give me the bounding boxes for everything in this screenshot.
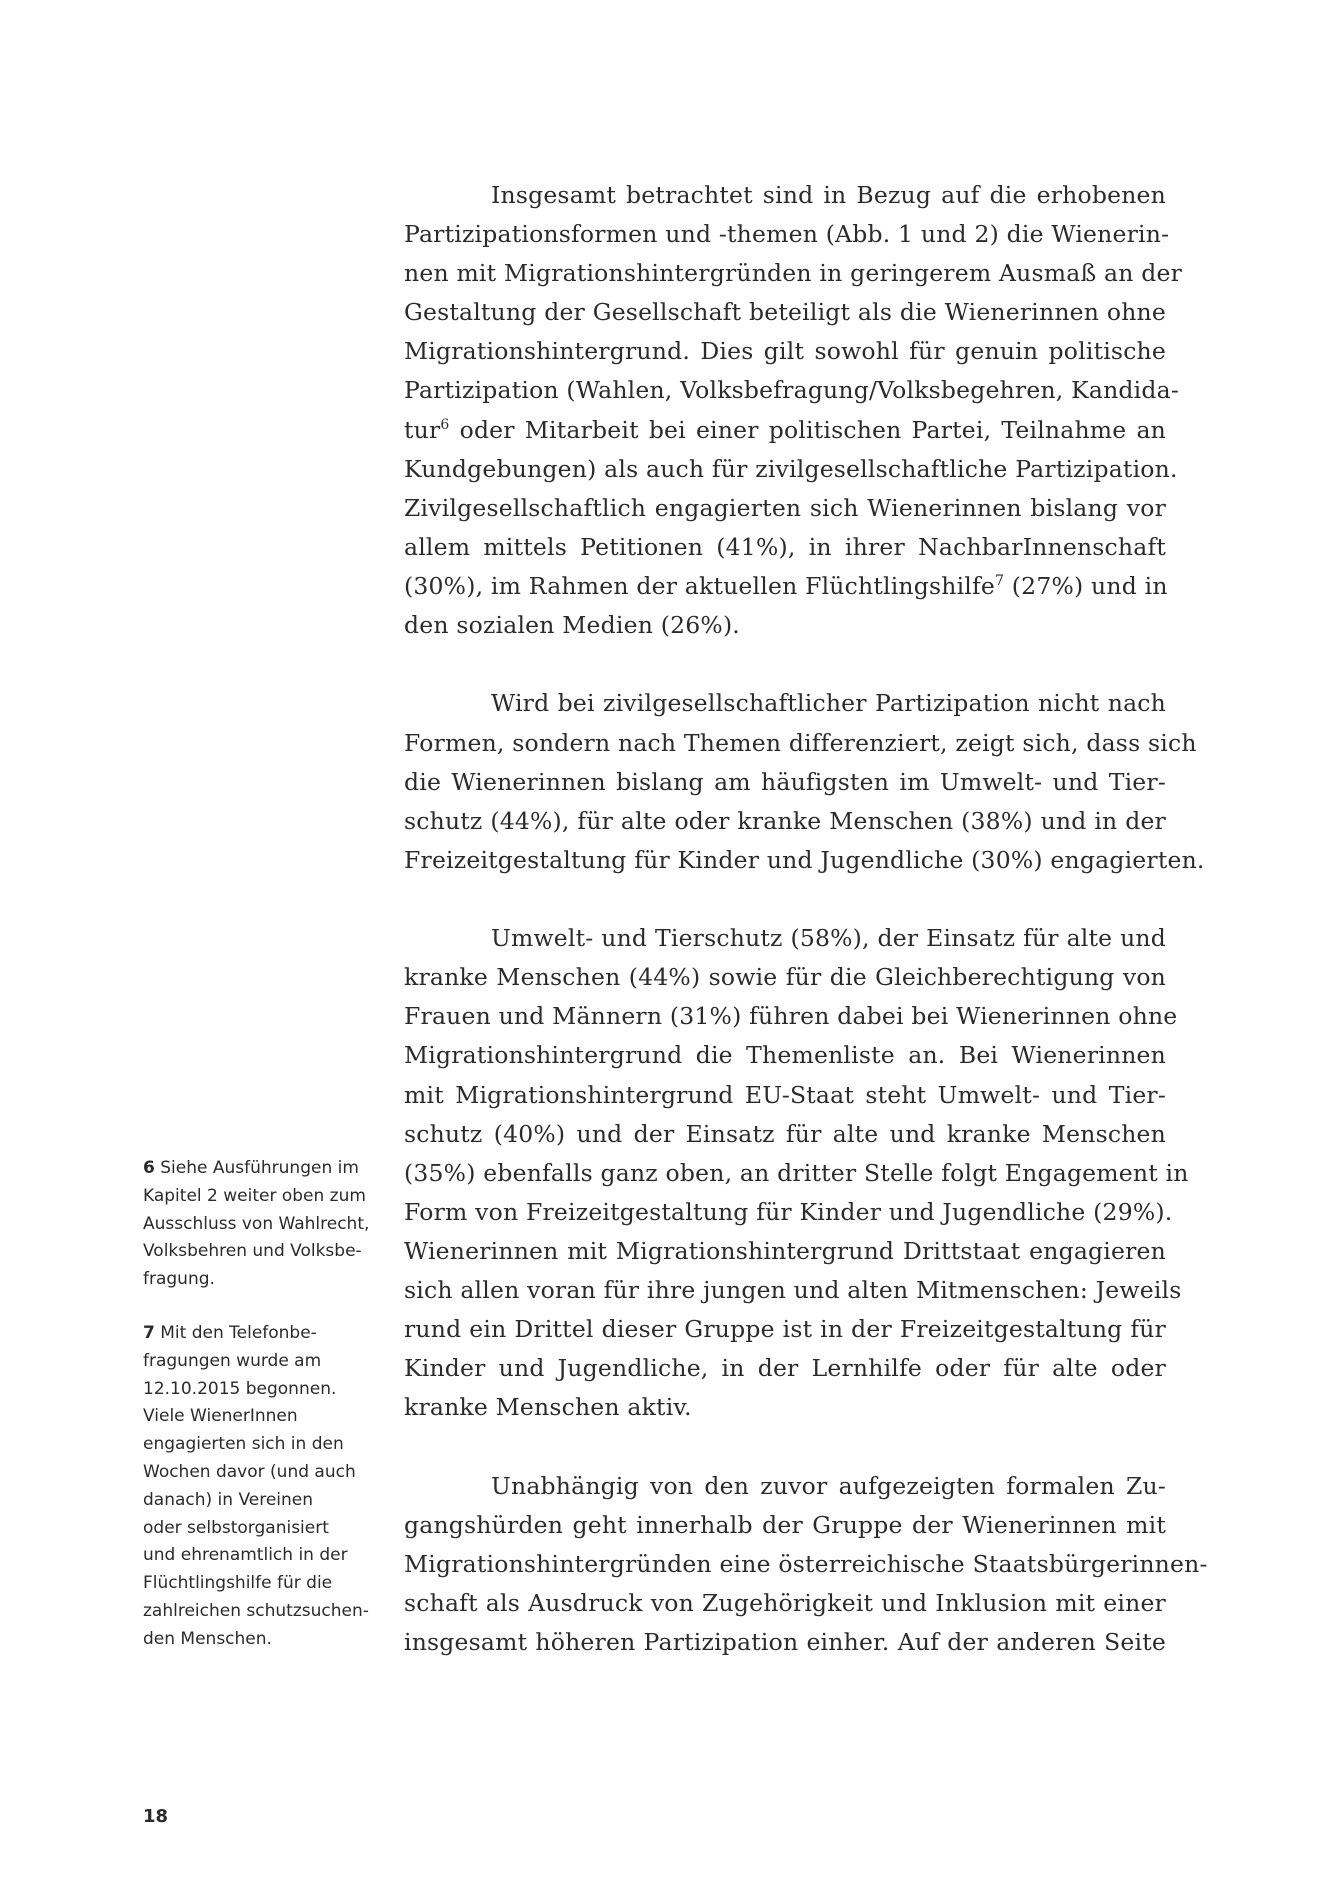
text-line: Umwelt- und Tierschutz (58%), der Einsatz für alte und <box>491 924 1166 953</box>
text-line: Freizeitgestaltung für Kinder und Jugendliche (30%) engagierten. <box>404 845 1205 874</box>
text-line: kranke Menschen (44%) sowie für die Gleichberechtigung von <box>404 963 1166 992</box>
text-line: die Wienerinnen bislang am häufigsten im Umwelt- und Tier- <box>404 767 1166 796</box>
text-line: allem mittels Petitionen (41%), in ihrer NachbarInnenschaft <box>404 532 1166 561</box>
page-number: 18 <box>143 1806 169 1827</box>
footnote-line: zahlreichen schutzsuchen- <box>143 1600 369 1621</box>
footnote-6 <box>143 1155 383 1294</box>
footnote-line: den Menschen. <box>143 1628 272 1649</box>
footnote-ref-6[interactable]: 6 <box>440 416 450 433</box>
text-line: (35%) ebenfalls ganz oben, an dritter Stelle folgt Engagement in <box>404 1158 1189 1187</box>
footnote-7 <box>143 1320 383 1654</box>
text-segment: (27%) und in <box>1004 571 1168 600</box>
text-line: Unabhängig von den zuvor aufgezeigten formalen Zu- <box>491 1471 1166 1500</box>
text-line: Partizipation (Wahlen, Volksbefragung/Volksbegehren, Kandida- <box>404 376 1179 405</box>
text-line: Kinder und Jugendliche, in der Lernhilfe oder für alte oder <box>404 1354 1166 1383</box>
footnote-line: engagierten sich in den <box>143 1434 344 1455</box>
text-line: nen mit Migrationshintergründen in geringerem Ausmaß an der <box>404 259 1183 288</box>
footnote-line <box>143 1155 383 1183</box>
footnote-line: Kapitel 2 weiter oben zum <box>143 1185 366 1206</box>
text-line: Migrationshintergrund. Dies gilt sowohl für genuin politische <box>404 337 1166 366</box>
text-segment: tur <box>404 415 441 444</box>
footnote-line: und ehrenamtlich in der <box>143 1545 348 1566</box>
text-line: Zivilgesellschaftlich engagierten sich Wienerinnen bislang vor <box>404 493 1166 522</box>
text-line: Migrationshintergründen eine österreichische Staatsbürgerinnen- <box>404 1549 1208 1578</box>
text-segment: oder Mitarbeit bei einer politischen Partei, Teilnahme an <box>449 415 1166 444</box>
text-line: Partizipationsformen und -themen (Abb. 1 und 2) die Wienerin- <box>404 220 1170 249</box>
text-line: Migrationshintergrund die Themenliste an. Bei Wienerinnen <box>404 1041 1166 1070</box>
text-line <box>404 411 1166 450</box>
footnote-ref-7[interactable]: 7 <box>995 572 1005 589</box>
text-line: den sozialen Medien (26%). <box>404 611 740 640</box>
text-line: Wird bei zivilgesellschaftlicher Partizipation nicht nach <box>491 689 1166 718</box>
text-line: schaft als Ausdruck von Zugehörigkeit und Inklusion mit einer <box>404 1588 1166 1617</box>
paragraph-4 <box>404 1467 1208 1662</box>
text-line: mit Migrationshintergrund EU-Staat steht Umwelt- und Tier- <box>404 1080 1166 1109</box>
footnote-line: fragungen wurde am <box>143 1350 322 1371</box>
text-line: Wienerinnen mit Migrationshintergrund Drittstaat engagieren <box>404 1236 1166 1265</box>
text-line: insgesamt höheren Partizipation einher. Auf der anderen Seite <box>404 1628 1166 1657</box>
footnote-line: Viele WienerInnen <box>143 1406 298 1427</box>
paragraph-1 <box>404 176 1183 645</box>
footnote-line: danach) in Vereinen <box>143 1489 314 1510</box>
text-line: gangshürden geht innerhalb der Gruppe der Wienerinnen mit <box>404 1510 1166 1539</box>
text-line: Insgesamt betrachtet sind in Bezug auf die erhobenen <box>491 181 1166 209</box>
main-text <box>404 176 1208 1701</box>
footnote-line: Volksbehren und Volksbe- <box>143 1241 362 1262</box>
text-line: kranke Menschen aktiv. <box>404 1393 692 1422</box>
footnote-line: Ausschluss von Wahlrecht, <box>143 1213 370 1234</box>
footnote-number: 7 <box>143 1323 155 1343</box>
footnote-text: Siehe Ausführungen im <box>154 1158 359 1178</box>
paragraph-2 <box>404 684 1205 879</box>
text-line: rund ein Drittel dieser Gruppe ist in der Freizeitgestaltung für <box>404 1315 1166 1344</box>
text-line: Gestaltung der Gesellschaft beteiligt als die Wienerinnen ohne <box>404 298 1166 327</box>
footnote-line <box>143 1320 383 1348</box>
text-line: schutz (40%) und der Einsatz für alte und kranke Menschen <box>404 1119 1166 1148</box>
text-segment: (30%), im Rahmen der aktuellen Flüchtlingshilfe <box>404 571 996 600</box>
text-line: sich allen voran für ihre jungen und alten Mitmenschen: Jeweils <box>404 1276 1182 1305</box>
text-line <box>404 567 1166 606</box>
footnote-line: 12.10.2015 begonnen. <box>143 1378 337 1399</box>
paragraph-3 <box>404 919 1189 1427</box>
text-line: Frauen und Männern (31%) führen dabei bei Wienerinnen ohne <box>404 1002 1178 1031</box>
footnote-text: Mit den Telefonbe- <box>154 1323 317 1343</box>
footnote-number: 6 <box>143 1158 155 1178</box>
text-line: Kundgebungen) als auch für zivilgesellschaftliche Partizipation. <box>404 454 1178 483</box>
footnote-line: oder selbstorganisiert <box>143 1517 329 1538</box>
text-line: Formen, sondern nach Themen differenziert, zeigt sich, dass sich <box>404 728 1197 757</box>
footnote-line: fragung. <box>143 1269 215 1290</box>
footnote-line: Flüchtlingshilfe für die <box>143 1573 333 1594</box>
text-line: schutz (44%), für alte oder kranke Menschen (38%) und in der <box>404 806 1166 835</box>
text-line: Form von Freizeitgestaltung für Kinder und Jugendliche (29%). <box>404 1197 1173 1226</box>
footnote-line: Wochen davor (und auch <box>143 1461 356 1482</box>
